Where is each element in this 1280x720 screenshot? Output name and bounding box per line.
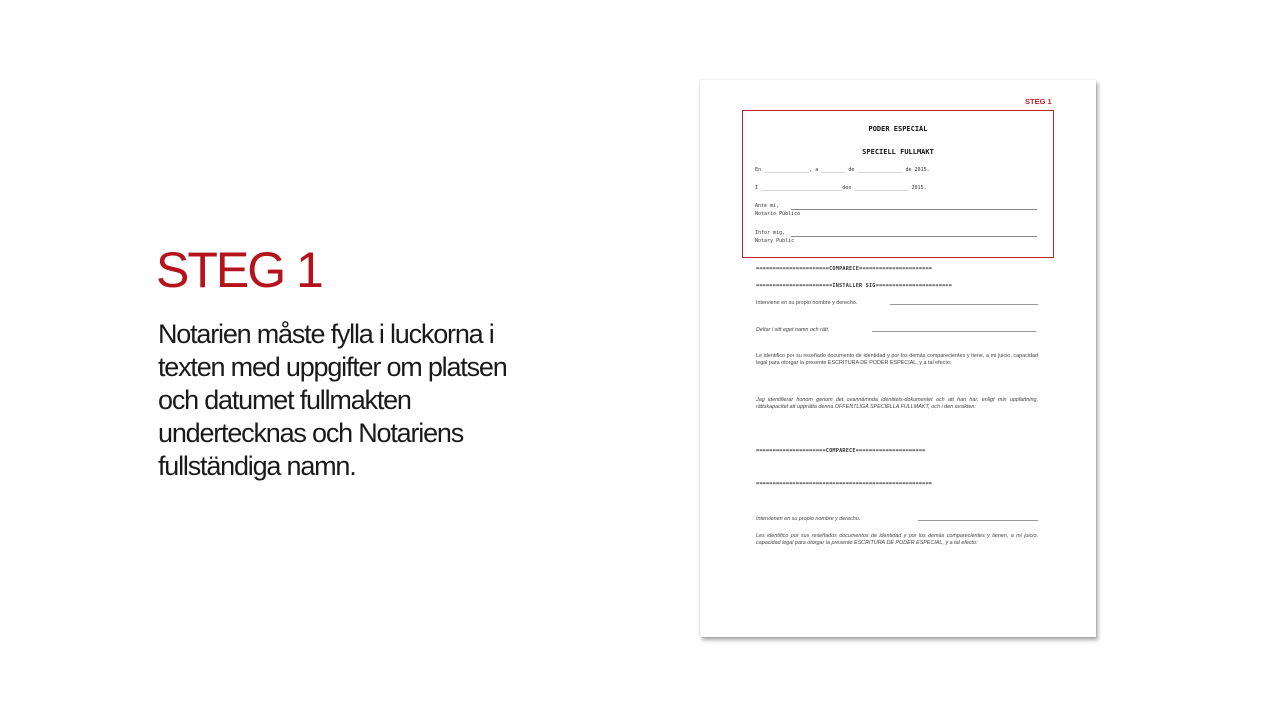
paragraph-identify-plural-es: Les identifico por sus reseñados documentos de identidad y por los demás comparecientes y tienen, a mi juicio, capacidad legal para otorgar la presente ESCRITURA DE PODER ESPECIAL, y a tal efecto:	[756, 533, 1038, 546]
title-swedish: SPECIELL FULLMAKT	[862, 148, 934, 156]
notario-publico-label: Notario Público	[755, 211, 801, 217]
fill-line	[890, 304, 1038, 305]
ante-mi-label: Ante mi,	[755, 203, 780, 209]
paragraph-identify-sv: Jag identifierar honom genom det ovannämnda identitets-dokumentet och att han har, enligt min uppfattning, rättskapacitet att upprätta denna OFFENTLIGA SPECIELLA FULLMAKT, och i den avsikten:	[756, 397, 1038, 410]
divider-comparece: ======================COMPARECE======================	[756, 266, 933, 272]
notary-public-label: Notary Public	[755, 238, 795, 244]
document-step-tag: STEG 1	[1025, 97, 1052, 106]
divider-plain: =====================================================	[756, 481, 933, 487]
step-heading: STEG 1	[156, 242, 322, 298]
description-line: undertecknas och Notariens	[158, 418, 463, 448]
description-line: Notarien måste fylla i luckorna i	[158, 319, 494, 349]
place-date-line-swedish: I ___________________________den __________________ 2015.	[755, 185, 927, 191]
notary-name-line-spanish	[791, 209, 1037, 210]
description-line: fullständiga namn.	[158, 451, 356, 481]
place-date-line-spanish: En _______________, a ________ de _______________ de 2015.	[755, 167, 930, 173]
notary-name-line-swedish	[791, 236, 1037, 237]
fill-line	[918, 520, 1038, 521]
step-description	[158, 318, 558, 483]
description-line: texten med uppgifter om platsen	[158, 352, 507, 382]
fill-line	[872, 331, 1036, 332]
divider-installer-sig: =======================INSTÄLLER SIG=======================	[756, 283, 953, 289]
infor-mig-label: Infor mig,	[755, 230, 786, 236]
paragraph-identify-es: Le identifico por su reseñado documento de identidad y por los demás comparecientes y tiene, a mi juicio, capacidad legal para otorgar la presente ESCRITURA DE PODER ESPECIAL, y a tal efecto:	[756, 353, 1038, 366]
document-page	[700, 80, 1096, 637]
paragraph-intervene-es: Interviene en su propio nombre y derecho.	[756, 300, 858, 306]
paragraph-intervene-sv: Deltar i sitt eget namn och rätt.	[756, 327, 830, 333]
description-line: och datumet fullmakten	[158, 385, 411, 415]
highlighted-form-box	[742, 110, 1054, 258]
paragraph-intervienen-es: Intervienen en su propio nombre y derecho.	[756, 516, 861, 522]
title-spanish: PODER ESPECIAL	[868, 125, 928, 133]
divider-comparece-second: =====================COMPARECE=====================	[756, 448, 926, 454]
